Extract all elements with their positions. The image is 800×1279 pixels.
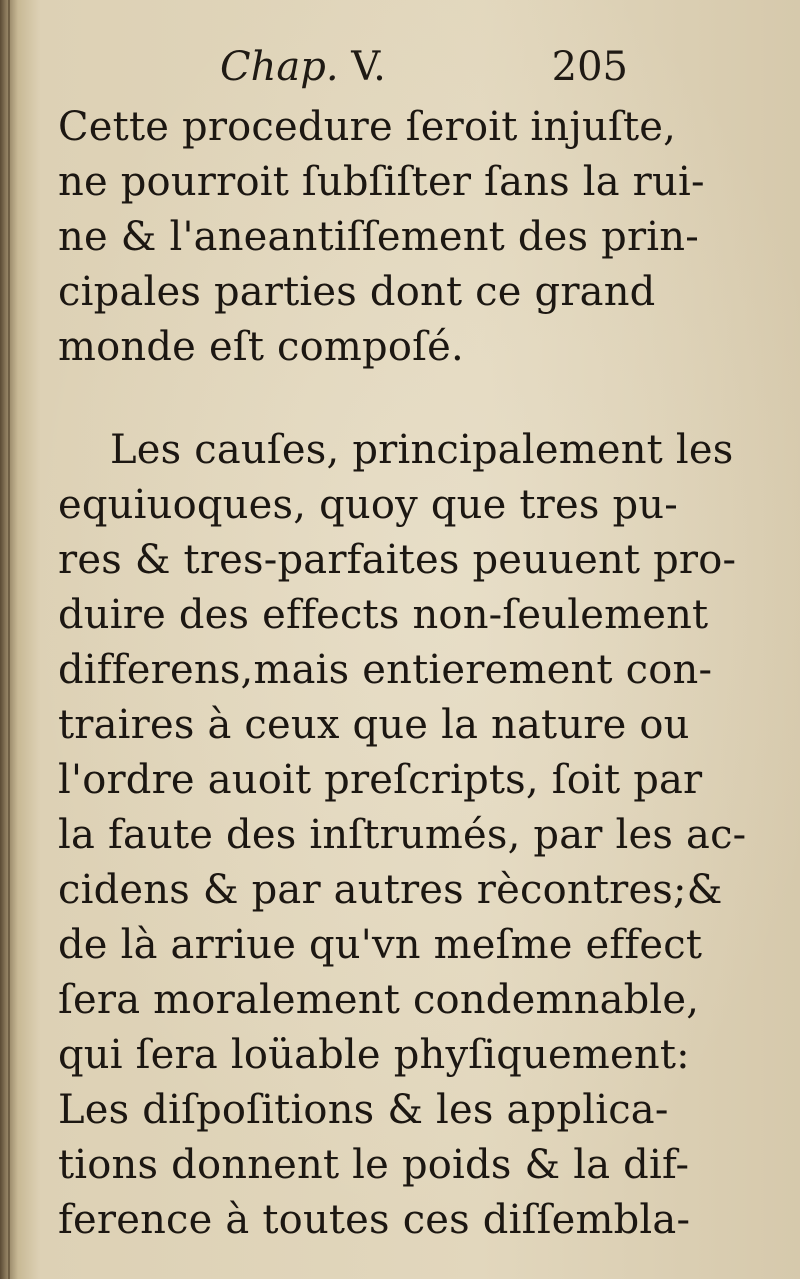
text-line: l'ordre auoit preſcripts, ſoit par — [58, 757, 703, 803]
text-line: res & tres-parfaites peuuent pro- — [58, 537, 737, 583]
gutter-edge — [8, 0, 10, 1279]
page-number: 205 — [551, 44, 628, 90]
running-head — [60, 40, 628, 100]
text-line: monde eſt compoſé. — [58, 324, 464, 370]
text-line: equiuoques, quoy que tres pu- — [58, 482, 678, 528]
chapter-heading — [220, 44, 386, 90]
text-line: ne & l'aneantiſſement des prin- — [58, 214, 699, 260]
body-text — [58, 100, 747, 1248]
text-line: qui ſera loüable phyſiquement: — [58, 1032, 690, 1078]
paragraph-1 — [58, 100, 705, 375]
paragraph-2 — [58, 423, 747, 1248]
text-line: ſera moralement condemnable, — [58, 977, 700, 1023]
text-line: Cette procedure ſeroit injuſte, — [58, 104, 677, 150]
text-line: differens,mais entierement con- — [58, 647, 713, 693]
text-line: cipales parties dont ce grand — [58, 269, 656, 315]
text-line: de là arriue qu'vn meſme effect — [58, 922, 703, 968]
text-line: cidens & par autres rècontres;& — [58, 867, 723, 913]
text-line: Les diſpoſitions & les applica- — [58, 1087, 669, 1133]
text-line: ference à toutes ces diſſembla- — [58, 1197, 691, 1243]
chapter-number: V. — [351, 44, 386, 90]
text-line: duire des effects non-ſeulement — [58, 592, 709, 638]
text-line: ne pourroit ſubſiſter ſans la rui- — [58, 159, 705, 205]
chapter-label: Chap. — [220, 44, 339, 90]
text-line: la faute des inſtrumés, par les ac- — [58, 812, 747, 858]
text-line: Les cauſes, principalement les — [110, 427, 734, 473]
text-line: tions donnent le poids & la dif- — [58, 1142, 690, 1188]
text-line: traires à ceux que la nature ou — [58, 702, 690, 748]
